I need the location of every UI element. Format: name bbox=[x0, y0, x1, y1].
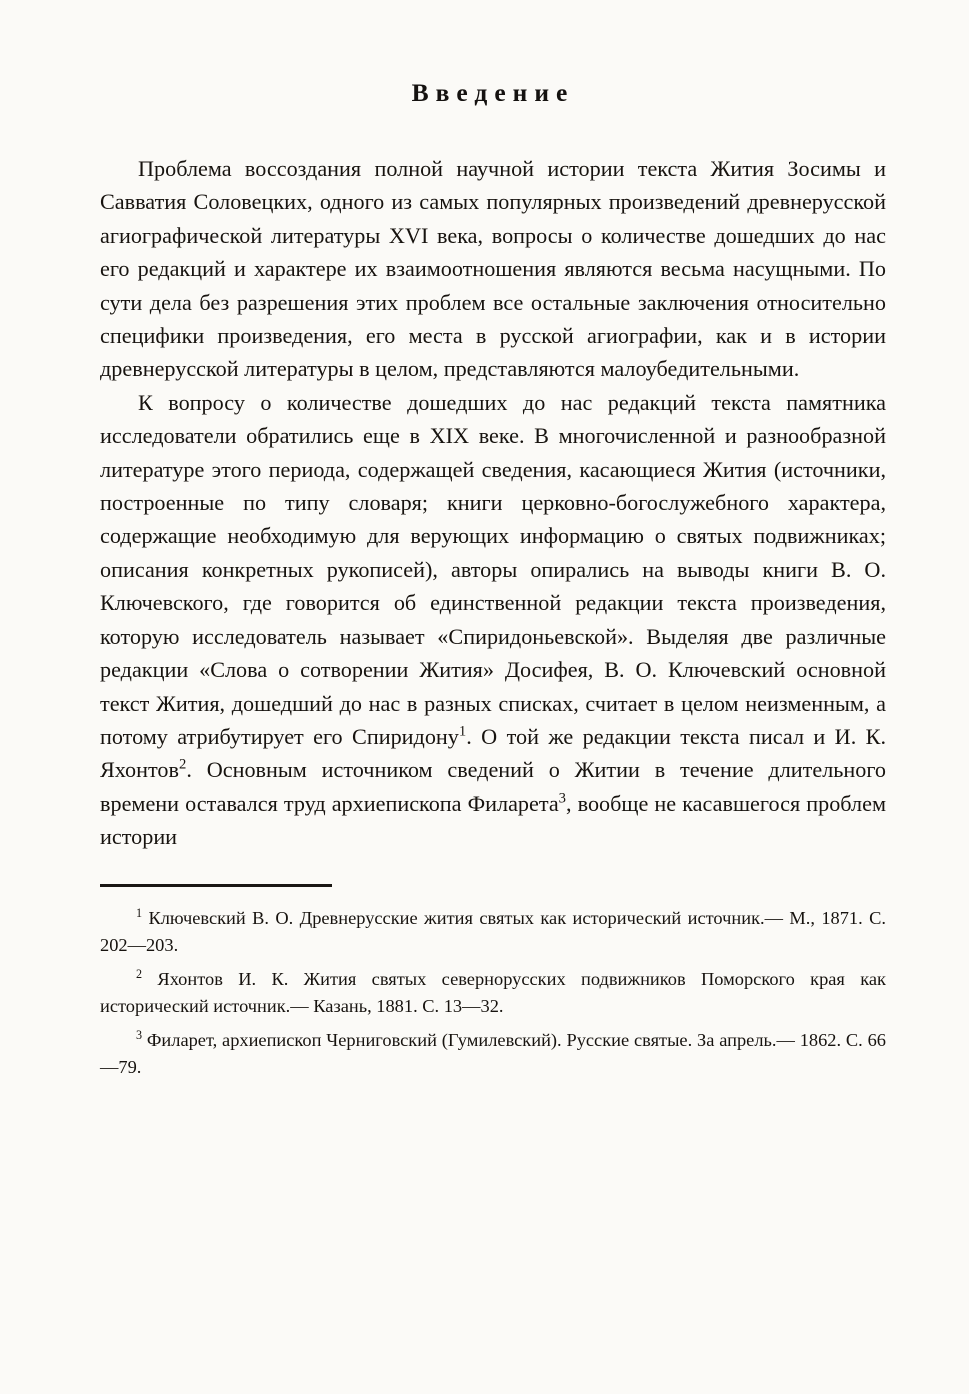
footnote-item bbox=[100, 905, 886, 960]
paragraph-2-part-1: К вопросу о количестве дошедших до нас редакций текста памятника исследователи обратились еще в XIX веке. В многочисленной и разнообразной литературе этого периода, содержащей сведения, касающиеся Жития (источники, построенные по типу словаря; книги церковно-богослужебного характера, содержащие необходимую для верующих информацию о святых подвижниках; описания конкретных рукописей), авторы опирались на выводы книги В. О. Ключевского, где говорится об единственной редакции текста произведения, которую исследователь называет «Спиридоньевской». Выделяя две различные редакции «Слова о сотворении Жития» Досифея, В. О. Ключевский основной текст Жития, дошедший до нас в разных списках, считает в целом неизменным, а потому атрибутирует его Спиридону bbox=[100, 389, 886, 749]
footnote-marker: 3 bbox=[136, 1027, 143, 1042]
footnote-ref-1[interactable]: 1 bbox=[458, 723, 467, 740]
paragraph-2-part-2: . О той же редакции текста писал и И. К. Яхонтов bbox=[100, 723, 886, 783]
paragraph-2 bbox=[100, 386, 886, 854]
footnote-item bbox=[100, 966, 886, 1021]
body-text bbox=[100, 152, 886, 854]
footnote-divider bbox=[100, 884, 332, 887]
paragraph-1: Проблема воссоздания полной научной истории текста Жития Зосимы и Савватия Соловецких, одного из самых популярных произведений древнерусской агиографической литературы XVI века, вопросы о количестве дошедших до нас его редакций и характере их взаимоотношения являются весьма насущными. По сути дела без разрешения этих проблем все остальные заключения относительно специфики произведения, его места в русской агиографии, как и в истории древнерусской литературы в целом, представляются малоубедительными. bbox=[100, 156, 886, 382]
footnote-text: Ключевский В. О. Древнерусские жития святых как исторический источник.— М., 1871. С. 202—203. bbox=[100, 907, 886, 956]
footnote-marker: 2 bbox=[136, 966, 143, 981]
footnote-text: Яхонтов И. К. Жития святых севернорусских подвижников Поморского края как исторический источник.— Казань, 1881. С. 13—32. bbox=[100, 968, 886, 1017]
footnote-ref-2[interactable]: 2 bbox=[179, 756, 187, 773]
page-title: Введение bbox=[411, 78, 575, 107]
paragraph-2-part-4: , вообще не касавшегося проблем истории bbox=[100, 790, 886, 850]
footnote-ref-3[interactable]: 3 bbox=[558, 790, 566, 807]
footnote-item bbox=[100, 1027, 886, 1082]
paragraph-2-part-3: . Основным источником сведений о Житии в течение длительного времени оставался труд архиепископа Филарета bbox=[100, 757, 886, 816]
footnote-text: Филарет, архиепископ Черниговский (Гумилевский). Русские святые. За апрель.— 1862. С. 66—79. bbox=[100, 1029, 886, 1078]
footnote-marker: 1 bbox=[136, 905, 143, 920]
page-content bbox=[100, 78, 886, 1088]
footnotes-section bbox=[100, 905, 886, 1082]
